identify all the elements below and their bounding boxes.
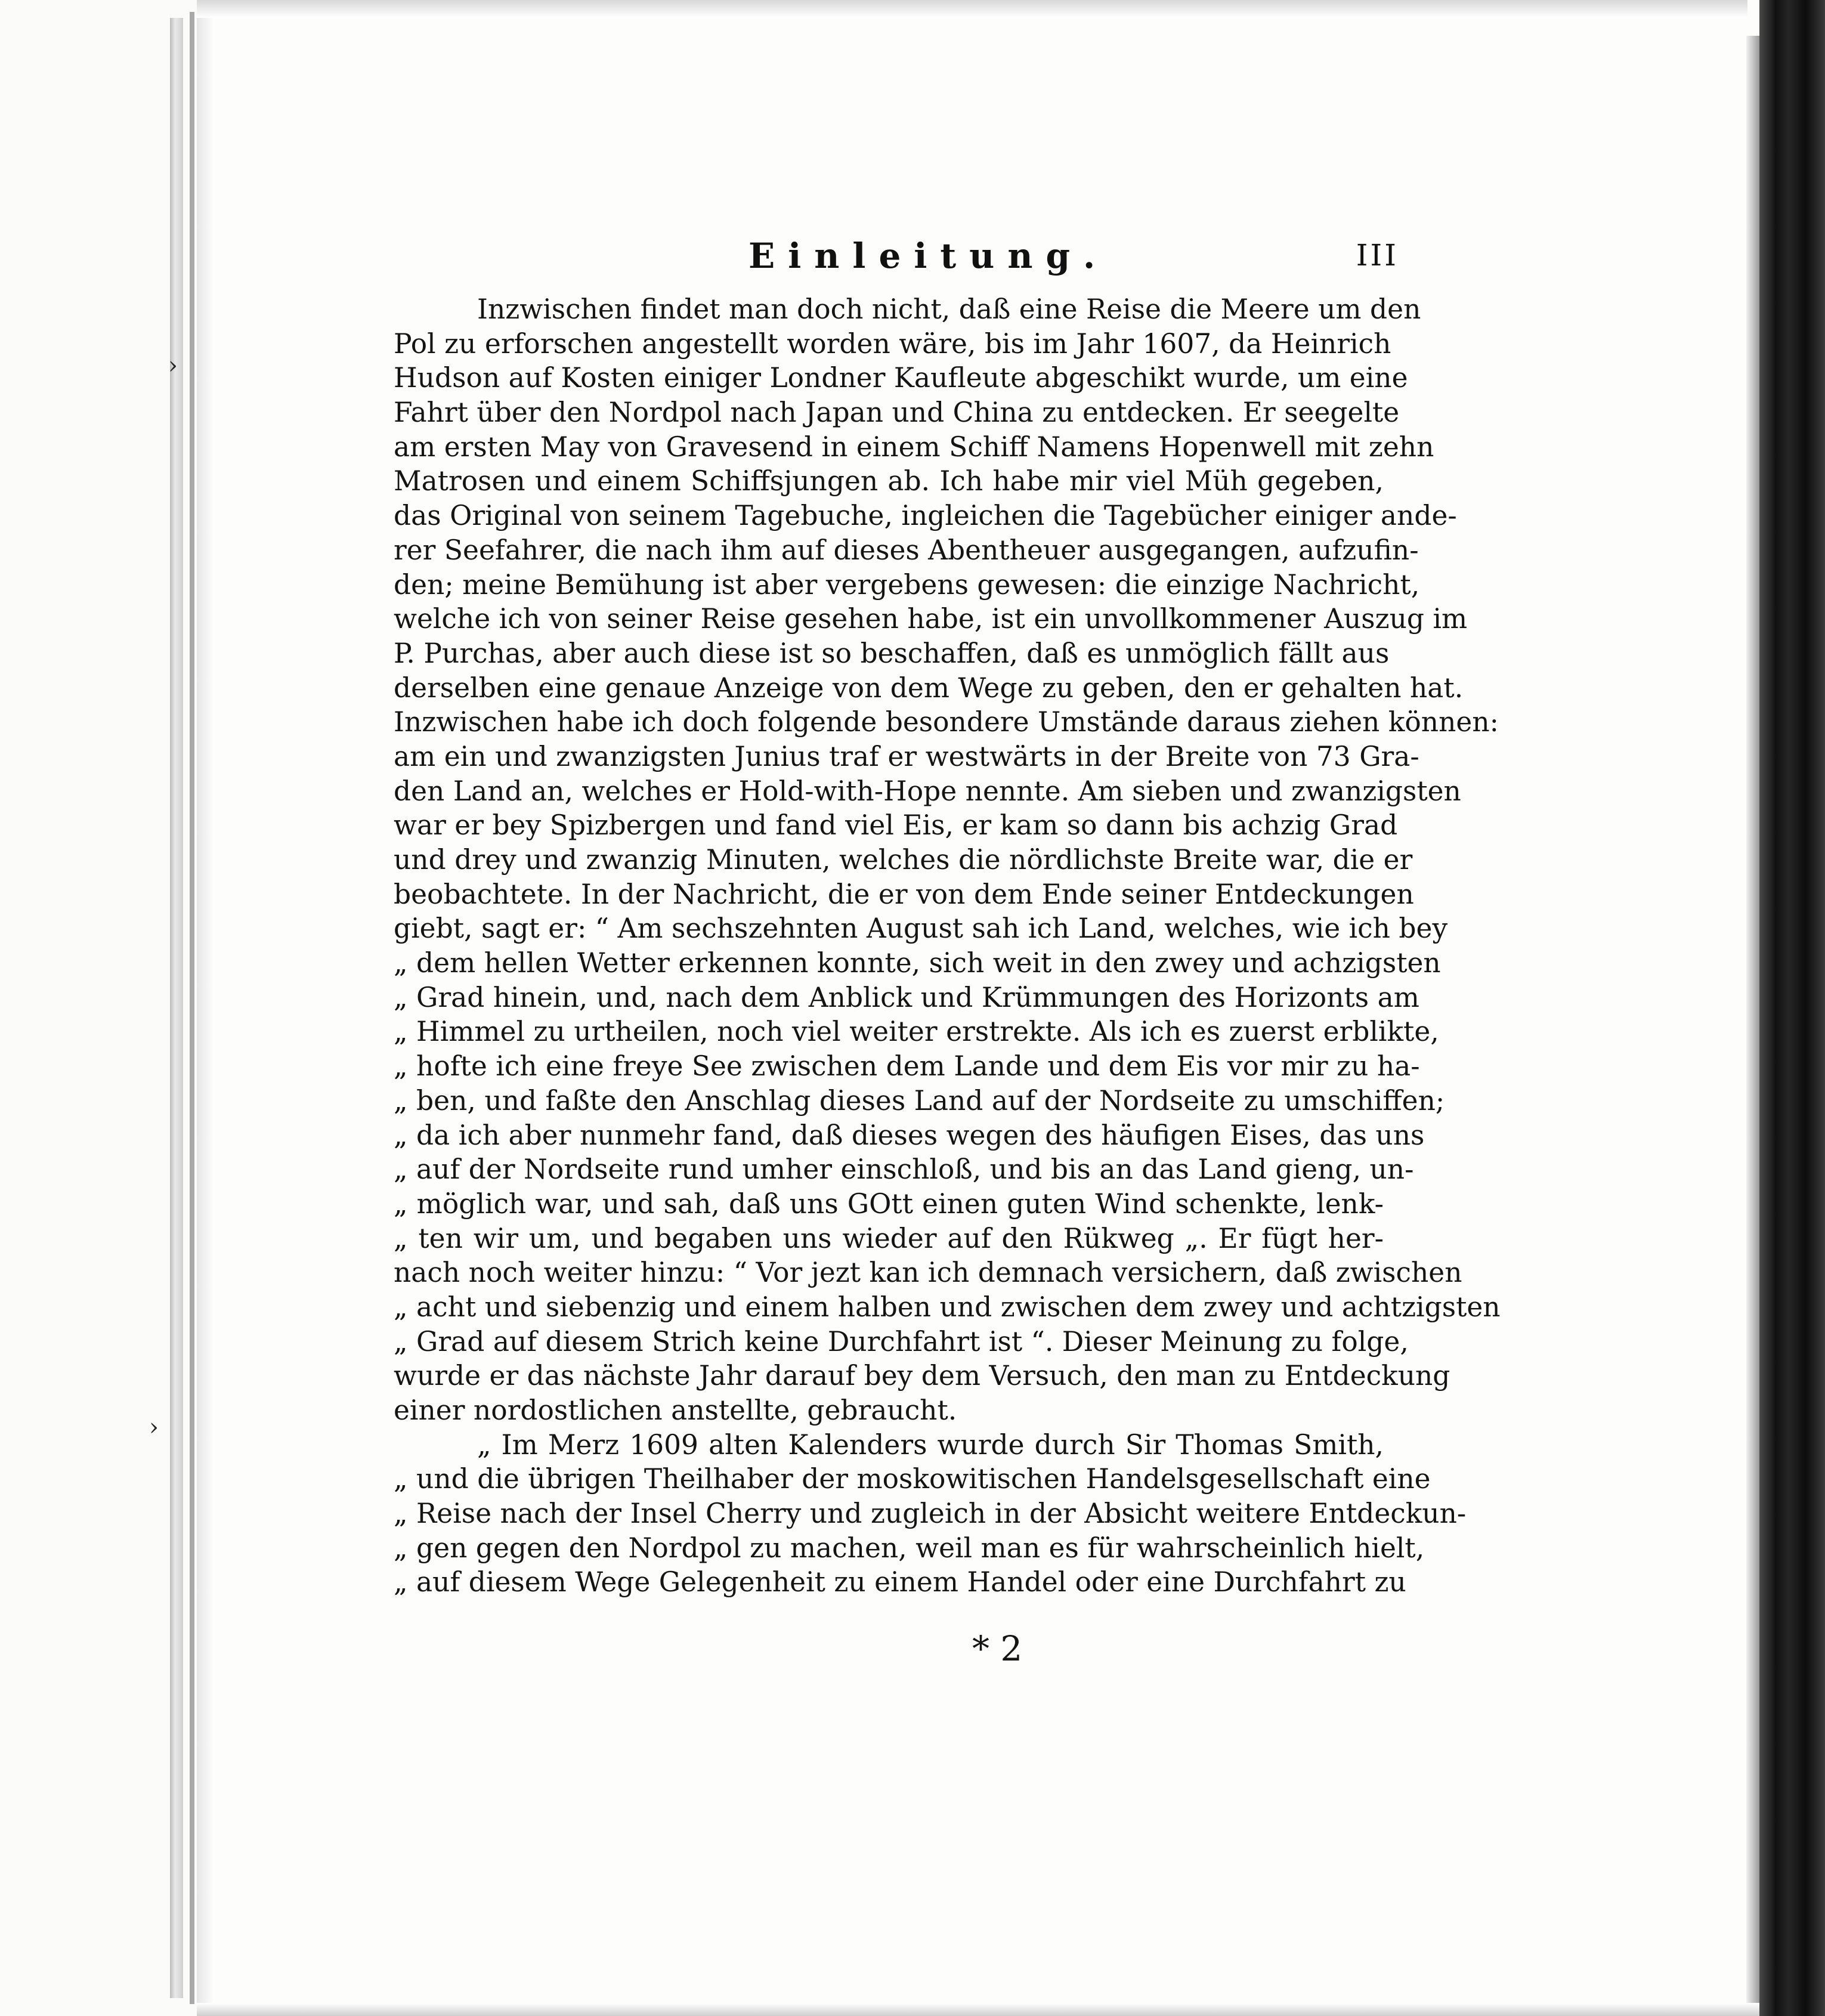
text-line: nach noch weiter hinzu: “ Vor jezt kan ich demnach versichern, daß zwischen [394,1257,1462,1289]
text-line: „ ben, und faßte den Anschlag dieses Land auf der Nordseite zu umschiffen; [394,1084,1445,1117]
text-line: den; meine Bemühung ist aber vergebens gewesen: die einzige Nachricht, [394,568,1420,601]
text-line: einer nordostlichen anstellte, gebraucht. [394,1394,957,1426]
text-line: den Land an, welches er Hold-with-Hope nennte. Am sieben und zwanzigsten [394,775,1461,807]
text-line: Fahrt über den Nordpol nach Japan und China zu entdecken. Er seegelte [394,397,1400,429]
text-line: das Original von seinem Tagebuche, ingleichen die Tagebücher einiger ande- [394,500,1457,532]
top-edge-shadow [197,0,1747,18]
text-line: am ein und zwanzigsten Junius traf er westwärts in der Breite von 73 Gra- [394,740,1419,772]
page-fold-shadow [170,18,183,1998]
text-line: „ und die übrigen Theilhaber der moskowitischen Handelsgesellschaft eine [394,1463,1431,1495]
text-line: rer Seefahrer, die nach ihm auf dieses Abentheuer ausgegangen, aufzufin- [394,534,1419,566]
text-line: giebt, sagt er: “ Am sechszehnten August sah ich Land, welches, wie ich bey [394,913,1448,945]
text-line: am ersten May von Gravesend in einem Schiff Namens Hopenwell mit zehn [394,431,1434,463]
text-line: „ da ich aber nunmehr fand, daß dieses wegen des häufigen Eises, das uns [394,1119,1425,1151]
previous-page-edge [0,0,199,2016]
book-cover-edge [1759,0,1825,2016]
page-header [748,236,1416,283]
page-number: III [1356,238,1399,273]
text-line: P. Purchas, aber auch diese ist so beschaffen, daß es unmöglich fällt aus [394,637,1390,669]
text-line: wurde er das nächste Jahr darauf bey dem Versuch, den man zu Entdeckung [394,1360,1450,1392]
text-line: „ ten wir um, und begaben uns wieder auf den Rükweg „. Er fügt her- [394,1222,1384,1254]
text-line: „ Himmel zu urtheilen, noch viel weiter erstrekte. Als ich es zuerst erblikte, [394,1016,1439,1048]
text-line: „ auf der Nordseite rund umher einschloß, und bis an das Land gieng, un- [394,1154,1414,1186]
gutter-shadow [197,0,215,2016]
margin-mark: › [168,352,178,379]
text-line: „ gen gegen den Nordpol zu machen, weil man es für wahrscheinlich hielt, [394,1532,1425,1564]
text-line: beobachtete. In der Nachricht, die er von dem Ende seiner Entdeckungen [394,878,1414,910]
paragraph [394,1428,1467,1600]
text-line: Pol zu erforschen angestellt worden wäre, bis im Jahr 1607, da Heinrich [394,327,1391,360]
text-line: war er bey Spizbergen und fand viel Eis, er kam so dann bis achzig Grad [394,809,1398,842]
right-page-edge-shadow [1746,36,1759,2004]
text-line: „ Grad hinein, und, nach dem Anblick und Krümmungen des Horizonts am [394,981,1419,1013]
text-line: derselben eine genaue Anzeige von dem Wege zu geben, den er gehalten hat. [394,672,1464,704]
text-line: „ acht und siebenzig und einem halben und zwischen dem zwey und achtzigsten [394,1291,1501,1323]
text-line: „ Im Merz 1609 alten Kalenders wurde durch Sir Thomas Smith, [477,1428,1384,1461]
bottom-edge-shadow [197,2003,1759,2016]
text-line: „ möglich war, und sah, daß uns GOtt einen guten Wind schenkte, lenk- [394,1188,1384,1220]
text-line: „ Reise nach der Insel Cherry und zugleich in der Absicht weitere Entdeckun- [394,1498,1467,1530]
text-line: Hudson auf Kosten einiger Londner Kaufleute abgeschikt wurde, um eine [394,362,1408,394]
body-text [394,292,1501,1600]
page-fold-line [190,12,194,2004]
margin-mark: › [149,1414,159,1441]
running-title: Einleitung. [748,236,1109,276]
text-line: „ auf diesem Wege Gelegenheit zu einem Handel oder eine Durchfahrt zu [394,1566,1406,1598]
text-line: Inzwischen findet man doch nicht, daß eine Reise die Meere um den [477,293,1421,325]
text-line: Inzwischen habe ich doch folgende besondere Umstände daraus ziehen können: [394,706,1499,738]
text-line: und drey und zwanzig Minuten, welches die nördlichste Breite war, die er [394,844,1413,876]
text-line: „ Grad auf diesem Strich keine Durchfahrt ist “. Dieser Meinung zu folge, [394,1325,1409,1358]
signature-mark: * 2 [972,1628,1023,1669]
text-line: welche ich von seiner Reise gesehen habe, ist ein unvollkommener Auszug im [394,603,1468,635]
text-line: Matrosen und einem Schiffsjungen ab. Ich habe mir viel Müh gegeben, [394,465,1384,497]
text-line: „ hofte ich eine freye See zwischen dem Lande und dem Eis vor mir zu ha- [394,1050,1420,1083]
paragraph [394,292,1501,1428]
text-line: „ dem hellen Wetter erkennen konnte, sich weit in den zwey und achzigsten [394,947,1441,979]
